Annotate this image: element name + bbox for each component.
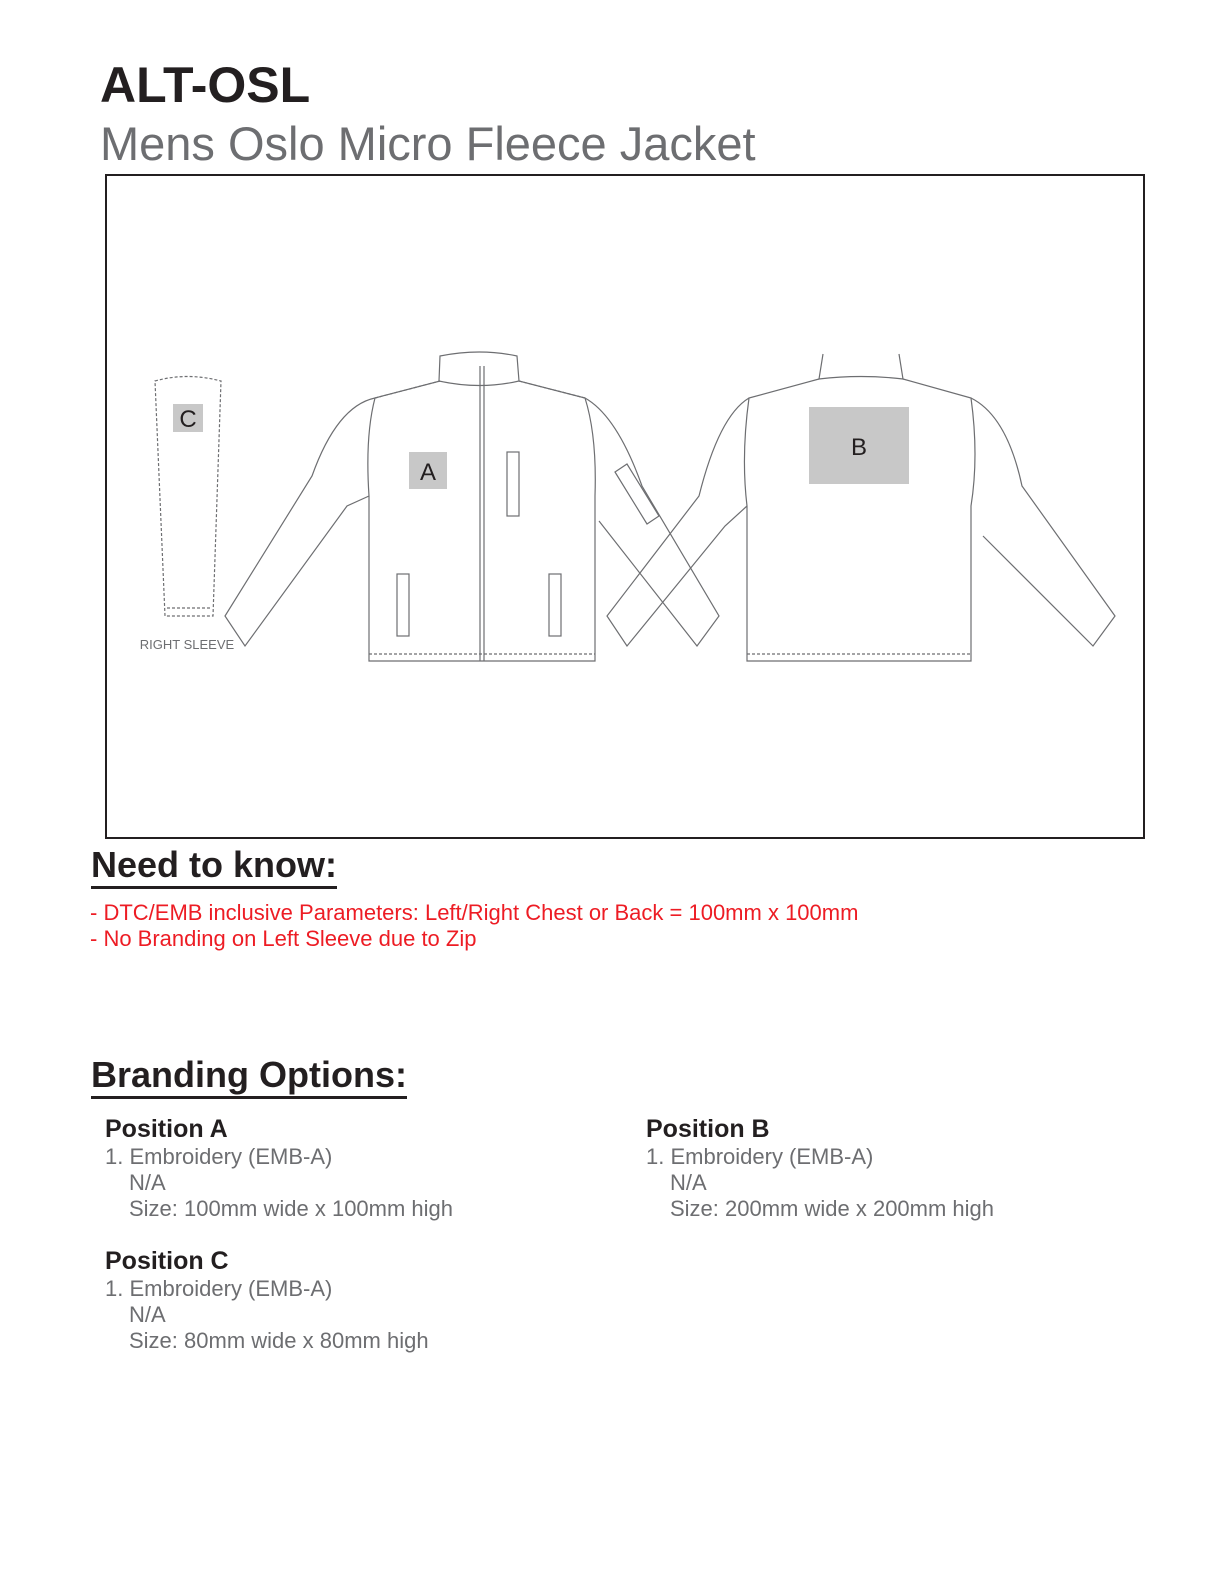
position-a-method: 1. Embroidery (EMB-A) xyxy=(105,1144,333,1169)
position-b-size: Size: 200mm wide x 200mm high xyxy=(670,1196,995,1221)
product-code: ALT-OSL xyxy=(100,57,311,113)
position-c-method: 1. Embroidery (EMB-A) xyxy=(105,1276,333,1301)
position-a-note: N/A xyxy=(129,1170,166,1195)
position-c-size: Size: 80mm wide x 80mm high xyxy=(129,1328,429,1353)
branding-options-heading: Branding Options: xyxy=(91,1055,407,1099)
placement-a-label: A xyxy=(419,459,437,486)
position-a xyxy=(105,1115,453,1222)
front-collar xyxy=(439,352,519,386)
back-right-arm xyxy=(971,398,1115,646)
front-left-arm xyxy=(225,398,375,646)
garment-diagram xyxy=(105,174,1145,839)
note-left-sleeve: - No Branding on Left Sleeve due to Zip xyxy=(90,926,477,951)
position-b-note: N/A xyxy=(670,1170,707,1195)
position-a-title: Position A xyxy=(105,1115,228,1143)
jacket-illustration xyxy=(107,176,1143,837)
need-to-know-heading: Need to know: xyxy=(91,845,337,889)
note-parameters: - DTC/EMB inclusive Parameters: Left/Right Chest or Back = 100mm x 100mm xyxy=(90,900,859,925)
product-name: Mens Oslo Micro Fleece Jacket xyxy=(100,117,756,170)
position-c xyxy=(105,1247,429,1354)
position-b-method: 1. Embroidery (EMB-A) xyxy=(646,1144,874,1169)
position-b xyxy=(646,1115,994,1222)
position-c-note: N/A xyxy=(129,1302,166,1327)
back-left-arm xyxy=(607,398,749,646)
placement-c-label: C xyxy=(179,406,197,433)
front-right-arm xyxy=(585,398,719,646)
position-c-title: Position C xyxy=(105,1247,229,1275)
back-collar xyxy=(819,354,903,379)
right-sleeve-label: RIGHT SLEEVE xyxy=(139,637,235,652)
position-b-title: Position B xyxy=(646,1115,770,1143)
placement-b-label: B xyxy=(850,434,868,461)
position-a-size: Size: 100mm wide x 100mm high xyxy=(129,1196,454,1221)
